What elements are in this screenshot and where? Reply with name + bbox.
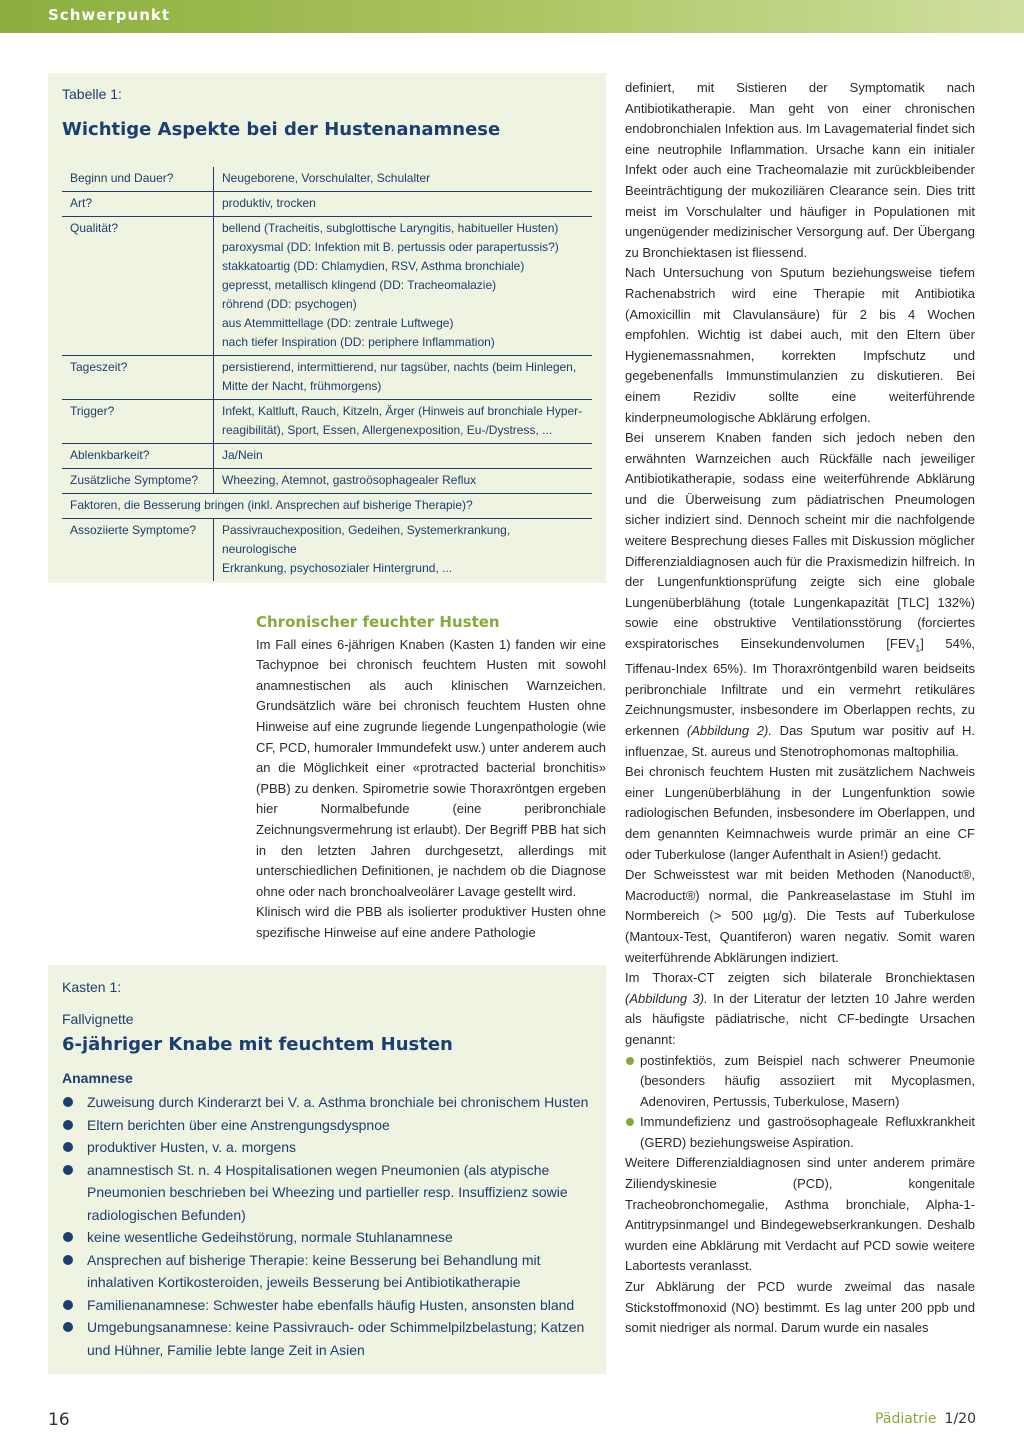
- answer-line: gepresst, metallisch klingend (DD: Tracheomalazie): [222, 278, 497, 292]
- case-list-item: produktiver Husten, v. a. morgens: [62, 1136, 592, 1159]
- text-run: In der Literatur der letzten 10 Jahre werden als häufigste pädiatrische, nicht CF-bedingte Ursachen genannt:: [625, 990, 975, 1047]
- table-cell-answer: [214, 400, 593, 444]
- answer-line: Erkrankung, psychosozialer Hintergrund, ...: [222, 561, 453, 575]
- table-row: [62, 519, 592, 582]
- journal-footer: [875, 1411, 976, 1427]
- answer-line: paroxysmal (DD: Infektion mit B. pertussis oder parapertussis?): [222, 240, 559, 254]
- case-history-list: [62, 1091, 592, 1361]
- text-run: Das Sputum war positiv auf H. influenzae, St. aureus und Stenotrophomonas maltophilia.: [625, 723, 975, 759]
- table-cell-answer: [214, 519, 593, 582]
- case-list-item: anamnestisch St. n. 4 Hospitalisationen wegen Pneumonien (als atypische Pneumonien beschrieben bei Wheezing und partieller resp. Insuffizienz sowie radiologischen Befunden): [62, 1159, 592, 1227]
- journal-name: Pädiatrie: [875, 1411, 937, 1427]
- table-cell-answer: [214, 469, 593, 494]
- table-1-box: [48, 73, 606, 583]
- paragraph: Klinisch wird die PBB als isolierter produktiver Husten ohne spezifische Hinweise auf eine andere Pathologie: [256, 904, 606, 940]
- answer-line: persistierend, intermittierend, nur tagsüber, nachts (beim Hinlegen,: [222, 360, 577, 374]
- table-row: [62, 494, 592, 519]
- paragraph: Bei chronisch feuchtem Husten mit zusätzlichem Nachweis einer Lungenüberblähung in der Lungenfunktion sowie radiologischen Befunden, insbesondere im Oberlappen, und dem genannten Keimnachweis wurde primär an eine CF oder Tuberkulose (langer Aufenthalt in Asien!) gedacht.: [625, 764, 975, 862]
- middle-column: [256, 612, 606, 944]
- table-cell-answer: [214, 217, 593, 356]
- table-cell-answer: [214, 444, 593, 469]
- issue-number: 1/20: [944, 1411, 976, 1427]
- text-run: Bei unserem Knaben fanden sich jedoch neben den erwähnten Warnzeichen auch Rückfälle nach jeweiliger Antibiotikatherapie, sodass eine weiterführende Abklärung und die Überweisung zum pädiatrischen Pneumologen sicher indiziert sind. Dennoch scheint mir die nachfolgende weitere Besprechung dieses Falles mit Diskussion möglicher Differenzialdiagnosen auch für die Praxismedizin hilfreich. In der Lungenfunktionsprüfung zeigte sich eine globale Lungenüberblähung (totale Lungenkapazität [TLC] 132%) sowie eine obstruktive Ventilationsstörung (forciertes exspiratorisches Einsekundenvolumen [FEV: [625, 430, 975, 652]
- answer-line: Mitte der Nacht, frühmorgens): [222, 379, 382, 393]
- text-run: ] 54%, Tiffenau-Index 65%). Im Thoraxröntgenbild waren beidseits peribronchiale Infiltrate und ein vermehrt retikuläres Zeichnungsmuster, insbesondere im Oberlappen rechts, zu erkennen: [625, 636, 975, 738]
- case-list-item: Umgebungsanamnese: keine Passivrauch- oder Schimmelpilzbelastung; Katzen und Hühner, Familie lebte lange Zeit in Asien: [62, 1316, 592, 1361]
- text-run: Im Thorax-CT zeigten sich bilaterale Bronchiektasen: [625, 970, 975, 986]
- case-box-subtitle: Fallvignette: [62, 1011, 134, 1027]
- answer-line: röhrend (DD: psychogen): [222, 297, 357, 311]
- table-cell-answer: [214, 167, 593, 192]
- table-cell-question: Ablenkbarkeit?: [62, 444, 214, 469]
- table-cell-question: Qualität?: [62, 217, 214, 356]
- table-cell-question: Assoziierte Symptome?: [62, 519, 214, 582]
- table-cell-answer: [214, 192, 593, 217]
- paragraph: Zur Abklärung der PCD wurde zweimal das nasale Stickstoffmonoxid (NO) bestimmt. Es lag unter 200 ppb und somit niedriger als normal. Darum wurde ein nasales: [625, 1279, 975, 1336]
- section-header-bar: [0, 0, 1024, 33]
- table-cell-question: Tageszeit?: [62, 356, 214, 400]
- paragraph: Der Schweisstest war mit beiden Methoden (Nanoduct®, Macroduct®) normal, die Pankreaselastase im Stuhl im Normbereich (> 500 µg/g). Die Tests auf Tuberkulose (Mantoux-Test, Quantiferon) waren negativ. Somit waren weiterführende Abklärungen indiziert.: [625, 867, 975, 965]
- answer-line: stakkatoartig (DD: Chlamydien, RSV, Asthma bronchiale): [222, 259, 525, 273]
- cause-list: [625, 1051, 975, 1154]
- subscript: 1: [915, 643, 921, 654]
- figure-reference: (Abbildung 2).: [686, 723, 772, 738]
- answer-line: nach tiefer Inspiration (DD: periphere Inflammation): [222, 335, 495, 349]
- case-list-item: Familienanamnese: Schwester habe ebenfalls häufig Husten, ansonsten bland: [62, 1294, 592, 1317]
- table-1-kicker: Tabelle 1:: [62, 86, 122, 102]
- answer-line: Wheezing, Atemnot, gastroösophagealer Reflux: [222, 473, 477, 487]
- paragraph: Weitere Differenzialdiagnosen sind unter anderem primäre Ziliendyskinesie (PCD), kongenitale Tracheobronchomegalie, Asthma bronchiale, Alpha-1-Antitrypsinmangel und Bindegewebserkrankungen. Deshalb wurden eine Abklärung mit Verdacht auf PCD sowie weitere Labortests veranlasst.: [625, 1155, 975, 1274]
- paragraph: [625, 428, 975, 762]
- answer-line: Passivrauchexposition, Gedeihen, Systemerkrankung, neurologische: [222, 523, 511, 556]
- page-number: 16: [48, 1410, 70, 1430]
- list-item: Immundefizienz und gastroösophageale Refluxkrankheit (GERD) beziehungsweise Aspiration.: [625, 1112, 975, 1153]
- section-heading: Chronischer feuchter Husten: [256, 613, 500, 631]
- table-row: [62, 444, 592, 469]
- case-box-kicker: Kasten 1:: [62, 979, 122, 995]
- case-list-item: Eltern berichten über eine Anstrengungsdyspnoe: [62, 1114, 592, 1137]
- table-row: [62, 167, 592, 192]
- table-row: [62, 469, 592, 494]
- case-list-item: Zuweisung durch Kinderarzt bei V. a. Asthma bronchiale bei chronischem Husten: [62, 1091, 592, 1114]
- answer-line: bellend (Tracheitis, subglottische Laryngitis, habitueller Husten): [222, 221, 559, 235]
- table-cell-answer: [214, 356, 593, 400]
- figure-reference: (Abbildung 3).: [625, 990, 708, 1006]
- list-item: postinfektiös, zum Beispiel nach schwerer Pneumonie (besonders häufig assoziiert mit Mycoplasmen, Adenoviren, Pertussis, Tuberkulose, Masern): [625, 1051, 975, 1113]
- case-box-title: 6-jähriger Knabe mit feuchtem Husten: [62, 1034, 453, 1055]
- table-row: [62, 400, 592, 444]
- case-list-item: keine wesentliche Gedeihstörung, normale Stuhlanamnese: [62, 1226, 592, 1249]
- paragraph: Nach Untersuchung von Sputum beziehungsweise tiefem Rachenabstrich wird eine Therapie mit Antibiotika (Amoxicillin mit Clavulansäure) für 2 bis 4 Wochen empfohlen. Wichtig ist dabei auch, mit den Eltern über Hygienemassnahmen, korrekten Impfschutz und gegebenenfalls Immunstimulanzien zu diskutieren. Bei einem Rezidiv sollte eine weiterführende kinderpneumologische Abklärung erfolgen.: [625, 265, 975, 425]
- section-title: Schwerpunkt: [48, 6, 171, 24]
- right-column: [625, 78, 975, 1339]
- table-cell-question: Art?: [62, 192, 214, 217]
- table-row: [62, 192, 592, 217]
- case-box: [48, 965, 606, 1374]
- case-box-section: Anamnese: [62, 1070, 133, 1086]
- table-cell-question: Beginn und Dauer?: [62, 167, 214, 192]
- table-1-title: Wichtige Aspekte bei der Hustenanamnese: [62, 119, 501, 140]
- table-cell-full: Faktoren, die Besserung bringen (inkl. Ansprechen auf bisherige Therapie)?: [62, 494, 592, 519]
- answer-line: reagibilität), Sport, Essen, Allergenexposition, Eu-/Dystress, ...: [222, 423, 553, 437]
- table-row: [62, 356, 592, 400]
- paragraph: Im Fall eines 6-jährigen Knaben (Kasten 1) fanden wir eine Tachypnoe bei chronisch feuchtem Husten mit sowohl anamnestischen als auch klinischen Warnzeichen. Grundsätzlich wäre bei chronisch feuchtem Husten ohne Hinweise auf eine zugrunde liegende Lungenpathologie (wie CF, PCD, humoraler Immundefekt usw.) unter anderem auch an die Möglichkeit einer «protracted bacterial bronchitis» (PBB) zu denken. Spirometrie sowie Thoraxröntgen ergeben hier Normalbefunde (eine peribronchiale Zeichnungsvermehrung ist erlaubt). Der Begriff PBB hat sich in den letzten Jahren durchgesetzt, allerdings mit unterschiedlichen Definitionen, je nachdem ob die Diagnose ohne oder nach bronchoalveolärer Lavage gestellt wird.: [256, 636, 606, 899]
- answer-line: Ja/Nein: [222, 448, 263, 462]
- answer-line: Infekt, Kaltluft, Rauch, Kitzeln, Ärger (Hinweis auf bronchiale Hyper-: [222, 404, 583, 418]
- table-cell-question: Zusätzliche Symptome?: [62, 469, 214, 494]
- answer-line: aus Atemmittellage (DD: zentrale Luftwege): [222, 316, 454, 330]
- answer-line: Neugeborene, Vorschulalter, Schulalter: [222, 171, 431, 185]
- paragraph: definiert, mit Sistieren der Symptomatik nach Antibiotikatherapie. Man geht von einer chronischen endobronchialen Infektion aus. Im Lavagematerial findet sich eine neutrophile Inflammation. Ursache kann ein initialer Infekt oder auch eine Tracheomalazie mit zurückbleibender Beeinträchtigung der mukoziliären Clearance sein. Dies tritt meist im Vorschulalter und häufiger in Populationen mit ungenügender medizinischer Versorgung auf. Der Übergang zu Bronchiektasen ist fliessend.: [625, 80, 975, 260]
- anamnesis-table: [62, 167, 592, 581]
- case-list-item: Ansprechen auf bisherige Therapie: keine Besserung bei Behandlung mit inhalativen Kortikosteroiden, jeweils Besserung bei Antibiotikatherapie: [62, 1249, 592, 1294]
- paragraph: [625, 968, 975, 1050]
- table-row: [62, 217, 592, 356]
- table-cell-question: Trigger?: [62, 400, 214, 444]
- answer-line: produktiv, trocken: [222, 196, 316, 210]
